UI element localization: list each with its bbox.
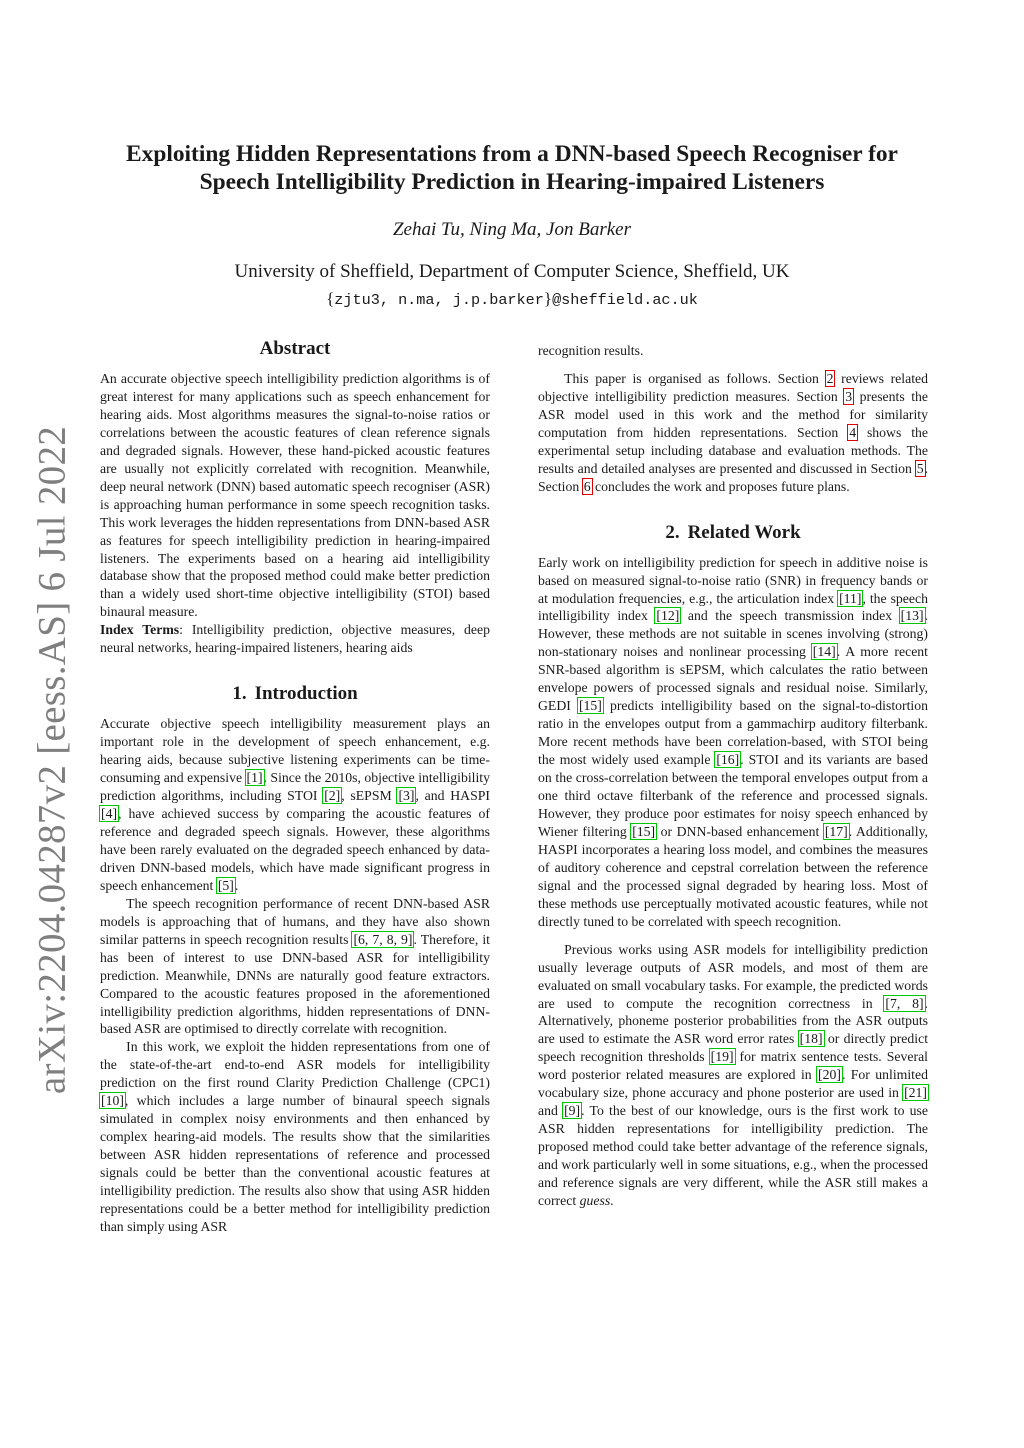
citation-link[interactable]: [17] [824, 823, 848, 839]
section-link[interactable]: 2 [826, 370, 834, 386]
section-link[interactable]: 6 [583, 478, 591, 494]
citation-link[interactable]: [9] [564, 1103, 581, 1119]
citation-link[interactable]: [11] [839, 590, 862, 606]
citation-link[interactable]: [6, 7, 8, 9] [353, 931, 413, 947]
intro-paragraph-2: The speech recognition performance of recent DNN-based ASR models is approaching that of humans, and they have also shown similar patterns in speech recognition results [6, 7, 8, 9]. Therefore, it has been of interest to use DNN-based ASR for intelligibility prediction. Meanwhile, DNNs are naturally good feature extractors. Compared to the acoustic features proposed in the aforementioned intelligibility prediction algorithms, hidden representations of DNN-based ASR are optimised to directly correlate with recognition. [100, 895, 490, 1037]
citation-link[interactable]: [15] [578, 698, 602, 714]
citation-link[interactable]: [14] [812, 644, 836, 660]
intro-paragraph-3: In this work, we exploit the hidden representations from one of the state-of-the-art end-to-end ASR models for intelligibility prediction on the first round Clarity Prediction Challenge (CPC1) [10], which includes a large number of binaural speech signals simulated in complex noisy environments and then enhanced by complex hearing-aid models. The results show that the similarities between ASR hidden representations of reference and processed signals could be better than the conventional acoustic features at intelligibility prediction. The results also show that using ASR hidden representations could be a better method for intelligibility prediction than simply using ASR [100, 1039, 490, 1234]
intro-continuation: recognition results. [538, 343, 644, 358]
citation-link[interactable]: [13] [900, 608, 924, 624]
section-number: 2. [665, 521, 680, 543]
citation-link[interactable]: [15] [632, 823, 656, 839]
abstract-heading: Abstract [259, 338, 331, 359]
citation-link[interactable]: [5] [217, 877, 234, 893]
citation-link[interactable]: [18] [799, 1031, 823, 1047]
section-title: Introduction [254, 683, 358, 705]
citation-link[interactable]: [2] [324, 788, 341, 804]
email-users: zjtu3, n.ma, j.p.barker [334, 291, 544, 309]
intro-paragraph-1: Accurate objective speech intelligibility measurement plays an important role in the development of speech enhancement, e.g. hearing aids, because subjective listening experiments can be time-consuming and expensive [1]. Since the 2010s, objective intelligibility prediction algorithms, including STOI [2], sEPSM [3], and HASPI [4], have achieved success by comparing the acoustic features of reference and degraded speech signals. However, these algorithms have been rarely evaluated on the degraded speech enhanced by data-driven DNN-based models, which have made significant progress in speech enhancement [5]. [100, 716, 491, 893]
introduction-heading [100, 683, 490, 705]
index-terms-label: Index Terms [100, 622, 180, 638]
section-number: 1. [232, 683, 247, 705]
citation-link[interactable]: [19] [710, 1049, 734, 1065]
citation-link[interactable]: [10] [101, 1093, 124, 1109]
section-link[interactable]: 3 [845, 388, 853, 404]
citation-link[interactable]: [1] [246, 770, 263, 786]
citation-link[interactable]: [21] [904, 1085, 927, 1101]
arxiv-identifier: arXiv:2204.04287v2 [eess.AS] 6 Jul 2022 [30, 425, 74, 1095]
abstract-body: An accurate objective speech intelligibility prediction algorithms is of great interest for many applications such as speech enhancement for hearing aids. Most algorithms measures the signal-to-noise ratios or correlations between the acoustic features of clean reference signals and degraded signals. However, these hand-picked acoustic features are usually not explicitly correlated with recognition. Meanwhile, deep neural network (DNN) based automatic speech recogniser (ASR) is approaching human performance in some speech recognition tasks. This work leverages the hidden representations from DNN-based ASR as features for speech intelligibility prediction in hearing-impaired listeners. The experiments based on a hearing aid intelligibility database show that the proposed method could make better prediction than a widely used short-time objective intelligibility (STOI) based binaural measure. [100, 371, 490, 620]
section-link[interactable]: 4 [849, 424, 857, 440]
related-paragraph-2: Previous works using ASR models for intelligibility prediction usually leverage outputs of ASR models, and most of them are evaluated on small vocabulary tasks. For example, the predicted words are used to compute the recognition correctness in [7, 8]. Alternatively, phoneme posterior probabilities from the ASR outputs are used to estimate the ASR word error rates [18] or directly predict speech recognition thresholds [19] for matrix sentence tests. Several word posterior related measures are explored in [20]. For unlimited vocabulary size, phone accuracy and phone posterior are used in [21] and [9]. To the best of our knowledge, ours is the first work to use ASR hidden representations for intelligibility prediction. The proposed method could take better advantage of the reference signals, and work particularly well in some situations, e.g., when the processed and reference signals are very different, while the ASR still makes a correct guess. [538, 941, 929, 1208]
citation-link[interactable]: [12] [656, 608, 680, 624]
email-line: {zjtu3, n.ma, j.p.barker}@sheffield.ac.uk [326, 289, 698, 309]
right-column [538, 342, 928, 1210]
citation-link[interactable]: [3] [398, 788, 415, 804]
related-paragraph-1: Early work on intelligibility prediction for speech in additive noise is based on measured signal-to-noise ratio (SNR) in frequency bands or at modulation frequencies, e.g., the articulation index [11], the speech intelligibility index [12] and the speech transmission index [13]. However, these methods are not suitable in scenes involving (strong) non-stationary noises and nonlinear processing [14]. A more recent SNR-based algorithm is sEPSM, which calculates the ratio between envelope powers of processed signals and residual noise. Similarly, GEDI [15] predicts intelligibility based on the signal-to-distortion ratio in the envelopes output from a gammachirp auditory filterbank. More recent methods have been correlation-based, with STOI being the most widely used example [16]. STOI and its variants are based on the cross-correlation between the temporal envelopes output from a one third octave filterbank of the reference and processed signals. However, they produce poor estimates for noisy speech enhanced by Wiener filtering [15] or DNN-based enhancement [17]. Additionally, HASPI incorporates a hearing loss model, and combines the measures of auditory coherence and cepstral correlation between the reference signal and the processed signal degraded by hearing loss. Most of these methods use perceptually motivated acoustic features, while not directly tuned to be correlated with speech recognition. [538, 554, 929, 929]
index-terms: : Intelligibility prediction, objective measures, deep neural networks, hearing-impaired listeners, hearing aids [100, 622, 491, 656]
citation-link[interactable]: [20] [818, 1067, 841, 1083]
section-link[interactable]: 5 [916, 460, 924, 476]
email-domain: @sheffield.ac.uk [552, 291, 698, 309]
emphasis-guess: guess [579, 1192, 611, 1208]
title-line-2: Speech Intelligibility Prediction in Hearing-impaired Listeners [199, 169, 825, 195]
affiliation: University of Sheffield, Department of Computer Science, Sheffield, UK [234, 261, 790, 282]
left-column [100, 338, 490, 1236]
abstract-text [100, 370, 490, 657]
citation-link[interactable]: [4] [101, 806, 118, 822]
citation-link[interactable]: [16] [716, 752, 740, 768]
related-work-heading [538, 522, 928, 544]
paper-organisation-paragraph: This paper is organised as follows. Section 2 reviews related objective intelligibility prediction measures. Section 3 presents the ASR model used in this work and the method for similarity computation from hidden representations. Section 4 shows the experimental setup including database and evaluation methods. The results and detailed analyses are presented and discussed in Section 5. Section 6 concludes the work and proposes future plans. [538, 370, 928, 494]
title-line-1: Exploiting Hidden Representations from a DNN-based Speech Recogniser for [126, 141, 898, 167]
paper-title [80, 140, 944, 196]
authors: Zehai Tu, Ning Ma, Jon Barker [392, 219, 632, 240]
citation-link[interactable]: [7, 8] [885, 995, 924, 1011]
section-title: Related Work [687, 521, 801, 543]
